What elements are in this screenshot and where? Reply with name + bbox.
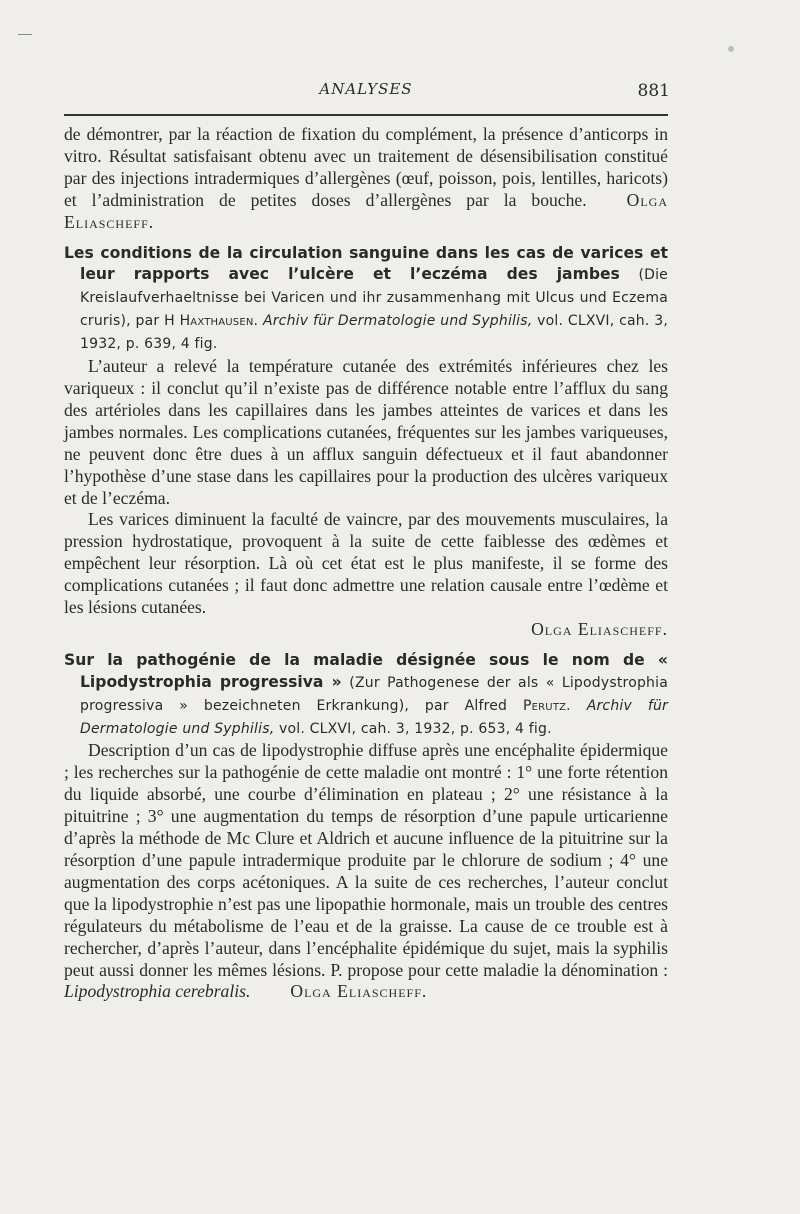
page-blemish (728, 46, 734, 52)
page-number: 881 (637, 81, 670, 101)
article-body (64, 124, 668, 1003)
page-header (64, 80, 668, 102)
article-1-signature: Olga Eliascheff. (531, 618, 668, 639)
previous-article-text: de démontrer, par la réaction de fixation du complément, la présence d’anticorps in vitro. Résultat satisfaisant obtenu avec un traitement de désensibilisation constitué par des injections intradermiques d’allergènes (œuf, poisson, pois, lentilles, haricots) et l’administration de petites doses d’allergènes par la bouche. Olga Eliascheff. (64, 124, 668, 232)
article-1-paragraph-1: L’auteur a relevé la température cutanée des extrémités inférieures chez les variqueux : il conclut qu’il n’existe pas de différence notable entre l’afflux du sang des artérioles dans les capillaires dans les jambes atteintes de varices et dans les jambes normales. Les complications cutanées, fréquentes sur les jambes variqueuses, ne peuvent donc être dues à un afflux sanguin défectueux et il faut abandonner l’hypothèse d’une stase dans les capillaires pour la production des ulcères variqueux et de l’eczéma. (64, 356, 668, 508)
article-2-citation: (Zur Pathogenese der als « Lipodystrophia progressiva » bezeichneten Erkrankung), par Alfred Perutz. Archiv für Dermatologie und Syphilis, vol. CLXVI, cah. 3, 1932, p. 653, 4 fig. (80, 674, 668, 737)
article-2-paragraph: Description d’un cas de lipodystrophie diffuse après une encéphalite épidermique ; les recherches sur la pathogénie de cette maladie ont montré : 1° une forte rétention du liquide absorbé, une courbe d’élimination en plateau ; 2° une résistance à la pituitrine ; 3° une augmentation du temps de résorption d’une papule urticarienne d’après la méthode de Mc Clure et Aldrich et aucune influence de la pituitrine sur la résorption d’une papule intradermique produite par le chlorure de sodium ; 4° une augmentation des corps acétoniques. A la suite de ces recherches, l’auteur conclut que la lipodystrophie n’est pas une lipopathie hormonale, mais un trouble des centres régulateurs du métabolisme de l’eau et de la graisse. La cause de ce trouble est à rechercher, d’après l’auteur, dans l’encéphalite épidémique du sujet, mais la syphilis peut aussi donner les mêmes lésions. P. propose pour cette maladie la dénomination : Lipodystrophia cerebralis. Olga Eliascheff. (64, 740, 668, 1002)
article-1-citation: (Die Kreislaufverhaeltnisse bei Varicen und ihr zusammenhang mit Ulcus und Eczema cruris), par H Haxthausen. Archiv für Dermatologie und Syphilis, vol. CLXVI, cah. 3, 1932, p. 639, 4 fig. (80, 267, 669, 353)
signature: Olga Eliascheff. (64, 189, 668, 232)
margin-mark (18, 34, 32, 35)
running-title: ANALYSES (319, 80, 413, 98)
article-1-heading (64, 243, 668, 357)
article-1-title: Les conditions de la circulation sanguine dans les cas de varices et leur rapports avec l’ulcère et l’eczéma des jambes (64, 243, 668, 284)
article-2-heading (64, 650, 668, 741)
header-rule (64, 114, 668, 116)
article-1-paragraph-2: Les varices diminuent la faculté de vaincre, par des mouvements musculaires, la pression hydrostatique, provoquent à la suite de cette faiblesse des œdèmes et empêchent leur résorption. Là où cet état est le plus manifeste, il se forme des complications cutanées ; il faut donc admettre une relation causale entre l’œdème et les lésions cutanées. (64, 509, 668, 618)
article-2-term: Lipodystrophia cerebralis. (64, 981, 251, 1002)
article-2-signature: Olga Eliascheff. (290, 981, 428, 1002)
article-2-title: Sur la pathogénie de la maladie désignée sous le nom de « Lipodystrophia progressiva » (64, 650, 668, 691)
